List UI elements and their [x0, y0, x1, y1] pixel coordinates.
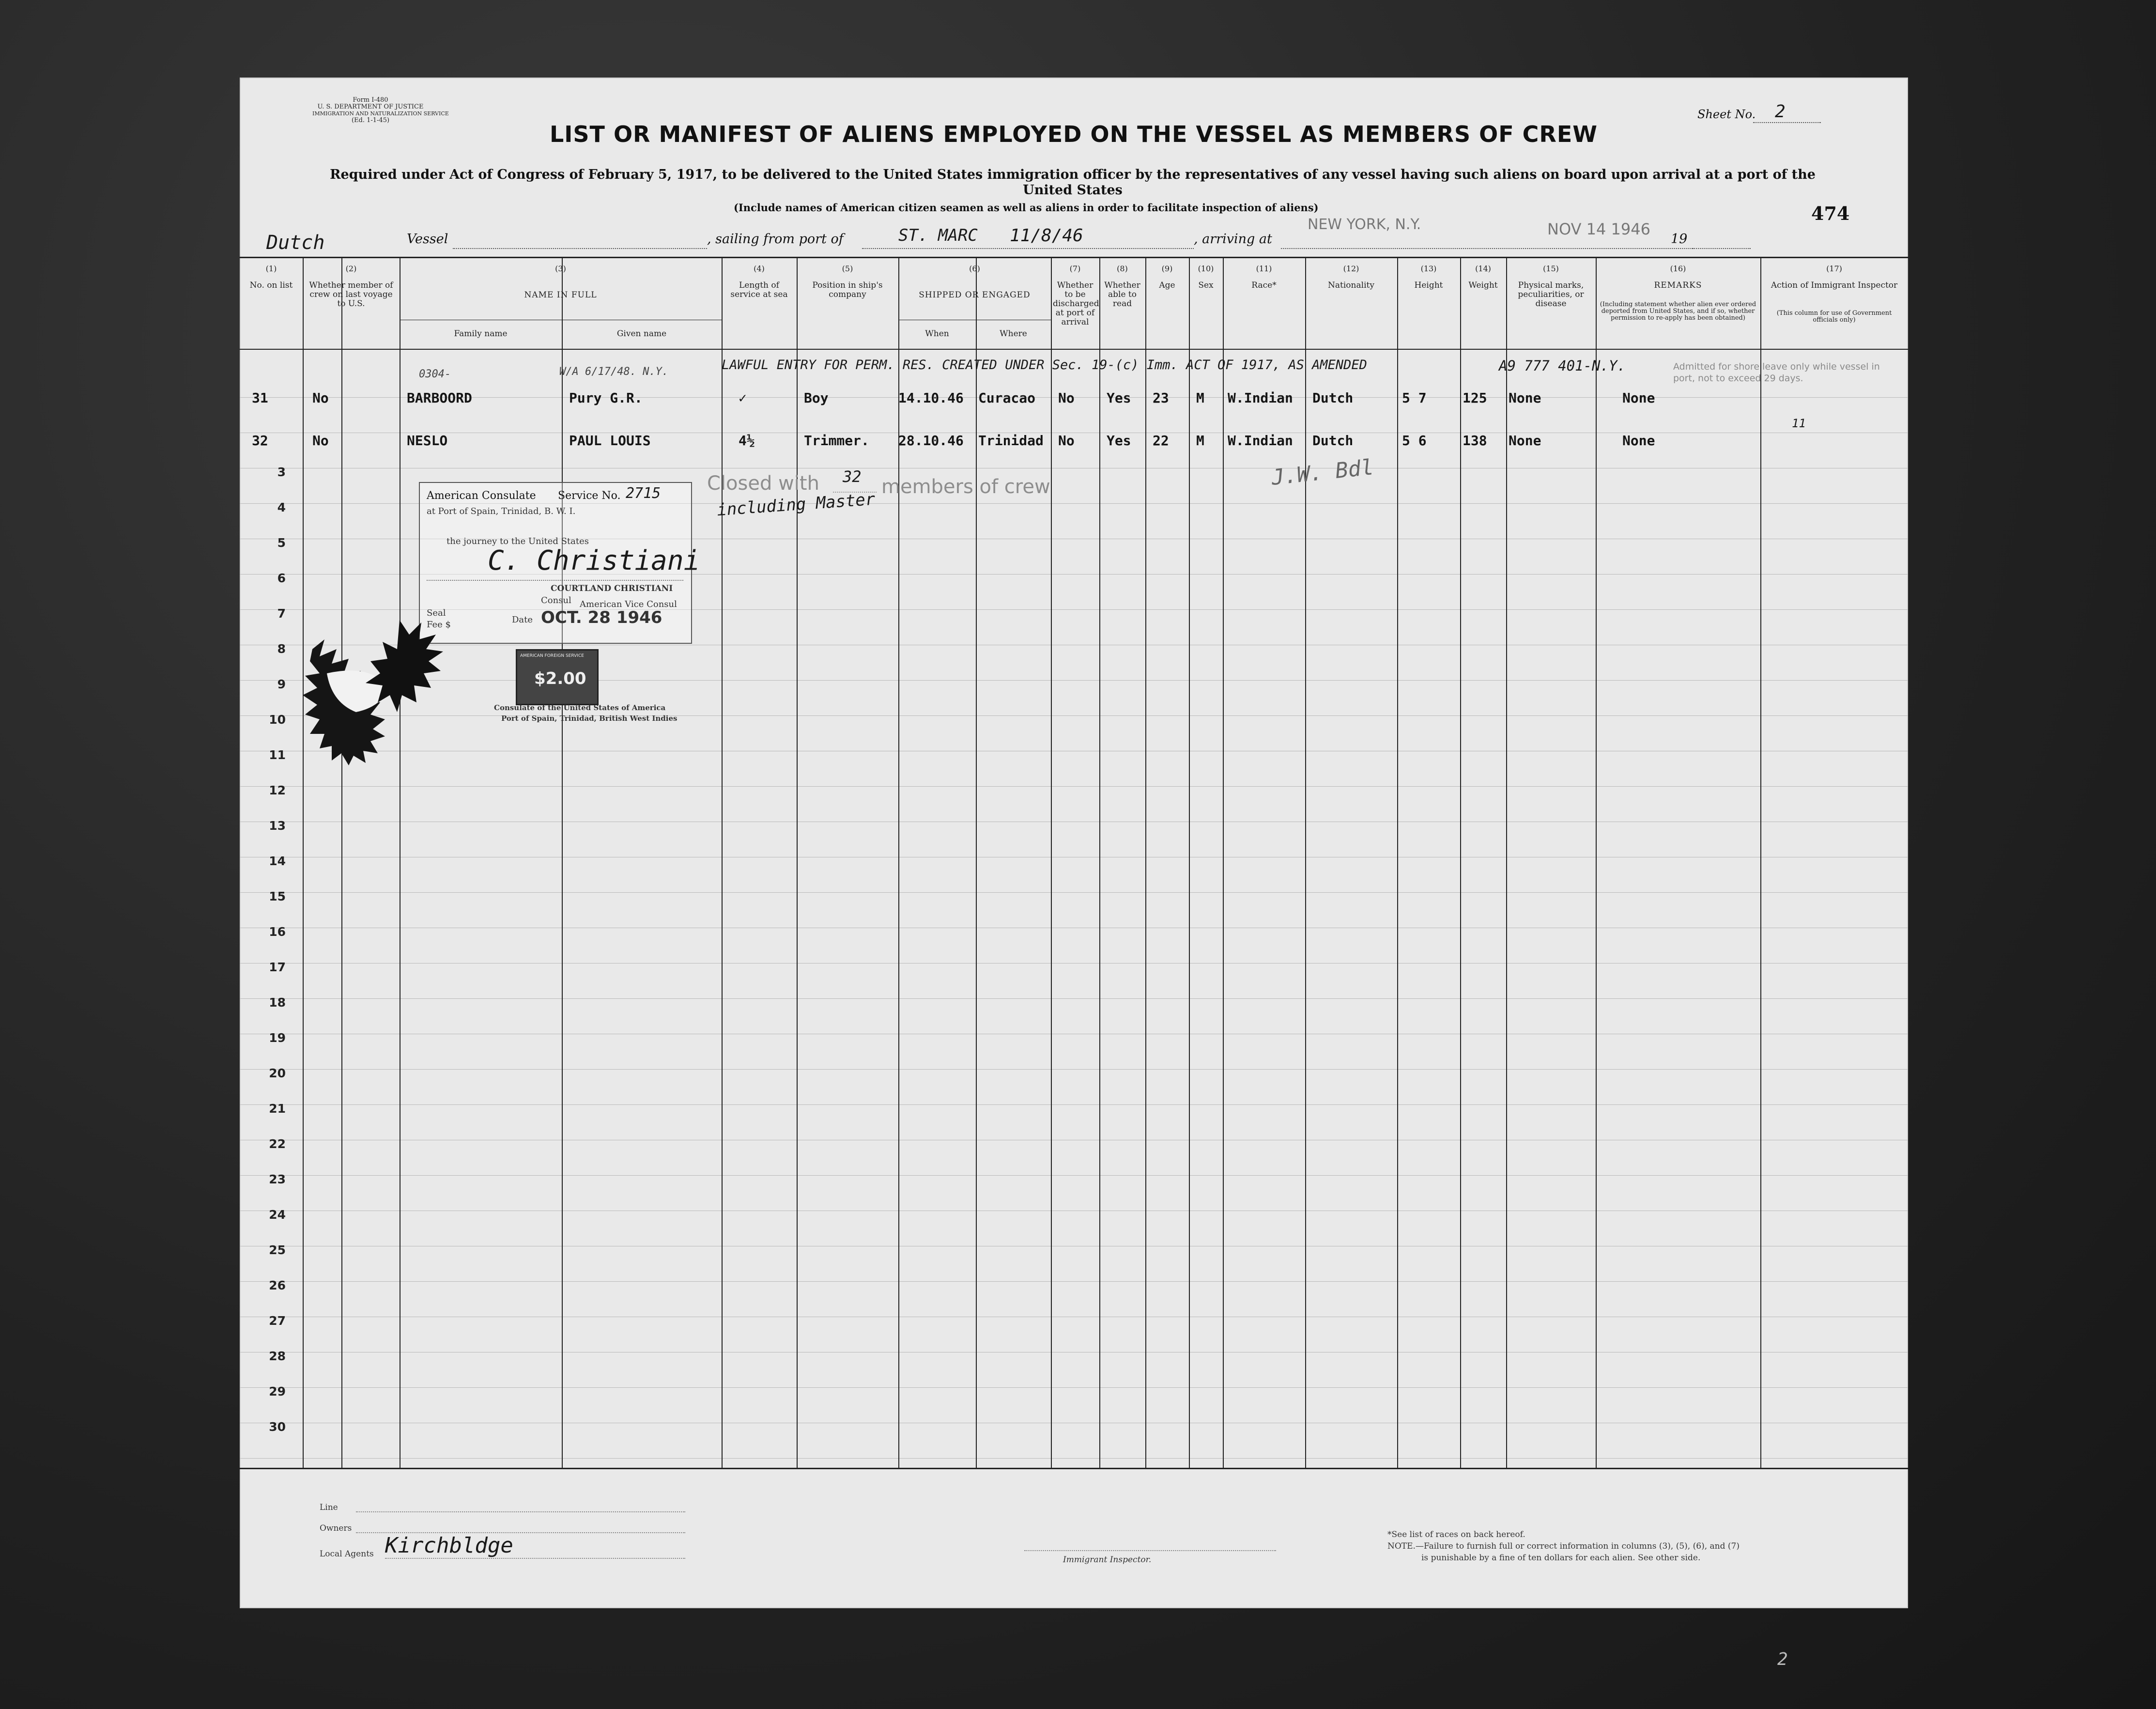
stamp-footer-2: Port of Spain, Trinidad, British West Indies — [501, 714, 678, 723]
row-rule — [240, 715, 1908, 716]
row-number: 27 — [269, 1314, 286, 1328]
arrival-date-stamp: NOV 14 1946 — [1547, 220, 1650, 238]
column-number: (8) — [1117, 264, 1128, 273]
fee-label: Fee $ — [427, 620, 451, 630]
consul-title: Consul — [541, 595, 571, 606]
inspector-action-note — [1673, 361, 1901, 384]
vessel-label: Vessel — [407, 232, 448, 247]
crew-when: 14.10.46 — [898, 390, 964, 406]
column-header-detail: (Including statement whether alien ever ordered deported from United States, and if so, whether permission to re-apply has been obtained) — [1600, 301, 1756, 322]
crew-position: Trimmer. — [804, 433, 869, 449]
crew-where: Trinidad — [978, 433, 1044, 449]
column-subheader: Family name — [454, 329, 508, 339]
crew-read: Yes — [1107, 390, 1131, 406]
revenue-stamp-text: AMERICAN FOREIGN SERVICE — [520, 653, 584, 658]
crew-where: Curacao — [978, 390, 1036, 406]
crew-marks: None — [1509, 433, 1541, 449]
seal-label: Seal — [427, 608, 446, 618]
column-divider — [1596, 258, 1597, 1468]
row-rule — [240, 680, 1908, 681]
row-number: 11 — [269, 748, 286, 762]
inspector-action-mark: 11 — [1792, 417, 1806, 430]
consulate-place: at Port of Spain, Trinidad, B. W. I. — [427, 506, 576, 516]
column-number: (3) — [555, 264, 566, 273]
manifest-subtitle: Required under Act of Congress of February 5, 1917, to be delivered to the United States immigration officer by the representatives of any vessel having such aliens on board upon arrival at a port of the United States — [330, 167, 1816, 198]
column-number: (1) — [265, 264, 277, 273]
sailing-line — [862, 248, 1194, 249]
row-rule — [240, 1069, 1908, 1070]
form-number: Form I-480 — [353, 96, 388, 104]
sailing-date: 11/8/46 — [1010, 226, 1083, 246]
row-rule — [240, 998, 1908, 999]
column-number: (17) — [1826, 264, 1842, 273]
signature-line — [427, 580, 683, 581]
row-number: 16 — [269, 925, 286, 939]
inspector-signature-line — [1024, 1550, 1276, 1551]
edition: (Ed. 1-1-45) — [351, 117, 390, 124]
column-divider — [1189, 258, 1190, 1468]
row-number: 24 — [269, 1208, 286, 1222]
penalty-note-1: NOTE.—Failure to furnish full or correct information in columns (3), (5), (6), and (7) — [1387, 1541, 1740, 1551]
crew-nationality: Dutch — [1312, 433, 1354, 449]
revenue-stamp-value: $2.00 — [534, 669, 586, 688]
column-divider — [1460, 258, 1461, 1468]
crew-height: 5 7 — [1402, 390, 1427, 406]
arriving-port-stamp: NEW YORK, N.Y. — [1308, 216, 1421, 233]
row-rule — [240, 892, 1908, 893]
column-number: (7) — [1069, 264, 1081, 273]
column-header: Length of service at sea — [730, 280, 788, 299]
row-number: 4 — [277, 500, 286, 514]
including-master-note: including Master — [716, 489, 876, 520]
column-divider — [1506, 258, 1507, 1468]
agent-signature: Kirchbldge — [385, 1533, 513, 1558]
crew-weight: 138 — [1463, 433, 1487, 449]
crew-weight: 125 — [1463, 390, 1487, 406]
row-number: 13 — [269, 819, 286, 833]
table-bottom-border — [240, 1468, 1908, 1469]
reference-left: 0304- — [419, 368, 451, 380]
column-header: Height — [1414, 280, 1443, 290]
row-number: 9 — [277, 677, 286, 691]
races-note: *See list of races on back hereof. — [1387, 1530, 1525, 1539]
column-number: (15) — [1543, 264, 1559, 273]
row-number: 14 — [269, 854, 286, 868]
row-number: 28 — [269, 1349, 286, 1363]
vice-consul-title: American Vice Consul — [580, 599, 677, 609]
crew-family: BARBOORD — [407, 390, 472, 406]
crew-discharge: No — [1058, 433, 1075, 449]
consul-name-stamp: COURTLAND CHRISTIANI — [551, 584, 673, 593]
column-header: Nationality — [1328, 280, 1374, 290]
closed-with-suffix: members of crew — [881, 476, 1050, 498]
date-label: Date — [512, 615, 533, 625]
manifest-sheet — [240, 78, 1908, 1608]
crew-remarks: None — [1622, 433, 1655, 449]
year-line — [1693, 248, 1751, 249]
crew-family: NESLO — [407, 433, 448, 449]
table-top-border — [240, 257, 1908, 258]
service-name: IMMIGRATION AND NATURALIZATION SERVICE — [312, 110, 449, 117]
column-number: (5) — [842, 264, 853, 273]
crew-age: 22 — [1153, 433, 1169, 449]
row-rule — [240, 1175, 1908, 1176]
arriving-label: , arriving at — [1194, 232, 1272, 247]
column-divider — [1145, 258, 1146, 1468]
column-header: Sex — [1198, 280, 1214, 290]
service-number-label: Service No. — [558, 490, 621, 502]
row-number: 12 — [269, 783, 286, 797]
column-header: Action of Immigrant Inspector — [1771, 280, 1898, 290]
crew-prev: No — [312, 390, 329, 406]
row-number: 7 — [277, 606, 286, 621]
column-number: (12) — [1343, 264, 1359, 273]
column-subheader: Where — [1000, 329, 1027, 339]
inspector-action-text: Admitted for shore leave only while vessel in port, not to exceed 29 days. — [1673, 361, 1880, 384]
crew-age: 23 — [1153, 390, 1169, 406]
column-header: NAME IN FULL — [524, 290, 597, 300]
column-header: Whether to be discharged at port of arrival — [1053, 280, 1099, 327]
column-divider — [1051, 258, 1052, 1468]
row-number: 30 — [269, 1420, 286, 1434]
closed-with-count: 32 — [843, 467, 862, 486]
sheet-number-line — [1753, 122, 1821, 123]
row-rule — [240, 1104, 1908, 1105]
crew-discharge: No — [1058, 390, 1075, 406]
sailing-label: , sailing from port of — [707, 232, 844, 247]
row-number: 23 — [269, 1172, 286, 1186]
column-divider — [722, 258, 723, 1468]
row-number: 17 — [269, 960, 286, 974]
crew-race: W.Indian — [1228, 390, 1293, 406]
line-field — [356, 1511, 685, 1512]
service-number: 2715 — [626, 485, 661, 502]
crew-service: ✓ — [739, 390, 747, 406]
column-header: SHIPPED OR ENGAGED — [919, 290, 1031, 300]
crew-row-number: 32 — [252, 433, 268, 449]
column-number: (4) — [754, 264, 765, 273]
consular-seal-icon — [298, 591, 443, 765]
sheet-number-label: Sheet No. — [1697, 108, 1756, 121]
row-number: 21 — [269, 1102, 286, 1116]
row-number: 3 — [277, 465, 286, 479]
column-number: (14) — [1475, 264, 1491, 273]
column-number: (10) — [1198, 264, 1214, 273]
column-subheader: Given name — [616, 329, 667, 339]
row-rule — [240, 1387, 1908, 1388]
revenue-stamp — [516, 649, 599, 705]
line-label: Line — [320, 1503, 338, 1512]
inspector-initials: J.W. Bdl — [1270, 455, 1375, 490]
row-number: 26 — [269, 1278, 286, 1292]
column-header: Physical marks, peculiarities, or disease — [1518, 280, 1584, 309]
column-number: (13) — [1420, 264, 1437, 273]
column-header: Whether member of crew on last voyage to U.S. — [309, 280, 393, 309]
owners-label: Owners — [320, 1523, 352, 1533]
row-number: 10 — [269, 713, 286, 727]
row-number: 29 — [269, 1384, 286, 1398]
column-number: (9) — [1161, 264, 1173, 273]
page-stamp-number: 474 — [1811, 202, 1850, 224]
immigrant-inspector-label: Immigrant Inspector. — [1063, 1555, 1152, 1565]
column-header: Weight — [1468, 280, 1498, 290]
agents-field — [385, 1558, 685, 1559]
column-divider — [562, 258, 563, 1468]
row-rule — [240, 786, 1908, 787]
crew-given: PAUL LOUIS — [569, 433, 651, 449]
alien-file-number: A9 777 401-N.Y. — [1499, 357, 1626, 374]
column-subheader: When — [925, 329, 949, 339]
department: U. S. DEPARTMENT OF JUSTICE — [317, 103, 424, 110]
consulate-office: American Consulate — [427, 490, 536, 502]
closed-with-label: Closed with — [707, 472, 819, 495]
column-header: Race* — [1251, 280, 1277, 290]
column-header: Position in ship's company — [812, 280, 883, 299]
header-bottom-border — [240, 349, 1908, 350]
column-number: (16) — [1670, 264, 1686, 273]
column-divider — [1760, 258, 1761, 1468]
crew-nationality: Dutch — [1312, 390, 1354, 406]
sailing-port: ST. MARC — [898, 226, 978, 245]
column-divider — [303, 258, 304, 1468]
reference-mid: W/A 6/17/48. N.Y. — [559, 366, 669, 378]
year-prefix: 19 — [1671, 232, 1688, 247]
corner-mark: 2 — [1777, 1649, 1788, 1669]
crew-row-number: 31 — [252, 390, 268, 406]
crew-read: Yes — [1107, 433, 1131, 449]
crew-position: Boy — [804, 390, 829, 406]
column-header: REMARKS — [1654, 280, 1702, 290]
stamp-footer-1: Consulate of the United States of America — [494, 703, 666, 712]
row-number: 19 — [269, 1031, 286, 1045]
row-rule — [240, 1281, 1908, 1282]
arriving-line — [1281, 248, 1693, 249]
column-number: (6) — [969, 264, 980, 273]
crew-race: W.Indian — [1228, 433, 1293, 449]
row-number: 18 — [269, 995, 286, 1010]
margin-note-dutch: Dutch — [266, 232, 325, 254]
column-header-detail: (This column for use of Government officials only) — [1776, 310, 1892, 324]
crew-given: Pury G.R. — [569, 390, 643, 406]
row-number: 6 — [277, 571, 286, 585]
column-number: (11) — [1256, 264, 1272, 273]
column-divider — [797, 258, 798, 1468]
journey-text: the journey to the United States — [447, 536, 589, 546]
row-number: 8 — [277, 642, 286, 656]
column-divider — [1305, 258, 1306, 1468]
manifest-title: LIST OR MANIFEST OF ALIENS EMPLOYED ON THE VESSEL AS MEMBERS OF CREW — [550, 121, 1598, 147]
crew-service: 4½ — [739, 433, 755, 449]
column-divider — [1099, 258, 1100, 1468]
row-number: 5 — [277, 536, 286, 550]
row-number: 20 — [269, 1066, 286, 1080]
column-divider — [976, 258, 977, 1468]
penalty-note-2: is punishable by a fine of ten dollars for each alien. See other side. — [1421, 1553, 1701, 1563]
vessel-line — [453, 248, 707, 249]
consul-signature: C. Christiani — [488, 545, 700, 576]
column-header: Whether able to read — [1104, 280, 1140, 309]
consulate-date: OCT. 28 1946 — [541, 608, 662, 627]
lawful-entry-annotation: LAWFUL ENTRY FOR PERM. RES. CREATED UNDER Sec. 19-(c) Imm. ACT OF 1917, AS AMENDED — [722, 357, 1367, 373]
column-divider — [1223, 258, 1224, 1468]
row-number: 15 — [269, 889, 286, 903]
agents-label: Local Agents — [320, 1549, 374, 1559]
crew-height: 5 6 — [1402, 433, 1427, 449]
column-header: No. on list — [249, 280, 293, 290]
crew-remarks: None — [1622, 390, 1655, 406]
crew-sex: M — [1196, 433, 1204, 449]
column-number: (2) — [345, 264, 357, 273]
row-number: 22 — [269, 1137, 286, 1151]
crew-prev: No — [312, 433, 329, 449]
crew-marks: None — [1509, 390, 1541, 406]
crew-when: 28.10.46 — [898, 433, 964, 449]
column-divider — [341, 258, 342, 1468]
crew-sex: M — [1196, 390, 1204, 406]
row-rule — [240, 1458, 1908, 1459]
row-number: 25 — [269, 1243, 286, 1257]
sheet-number: 2 — [1775, 102, 1786, 122]
instruction-note: (Include names of American citizen seamen as well as aliens in order to facilitate inspection of aliens) — [734, 202, 1319, 214]
consulate-stamp — [419, 482, 700, 644]
column-header: Age — [1159, 280, 1175, 290]
form-identification — [312, 96, 449, 124]
column-divider — [1397, 258, 1398, 1468]
